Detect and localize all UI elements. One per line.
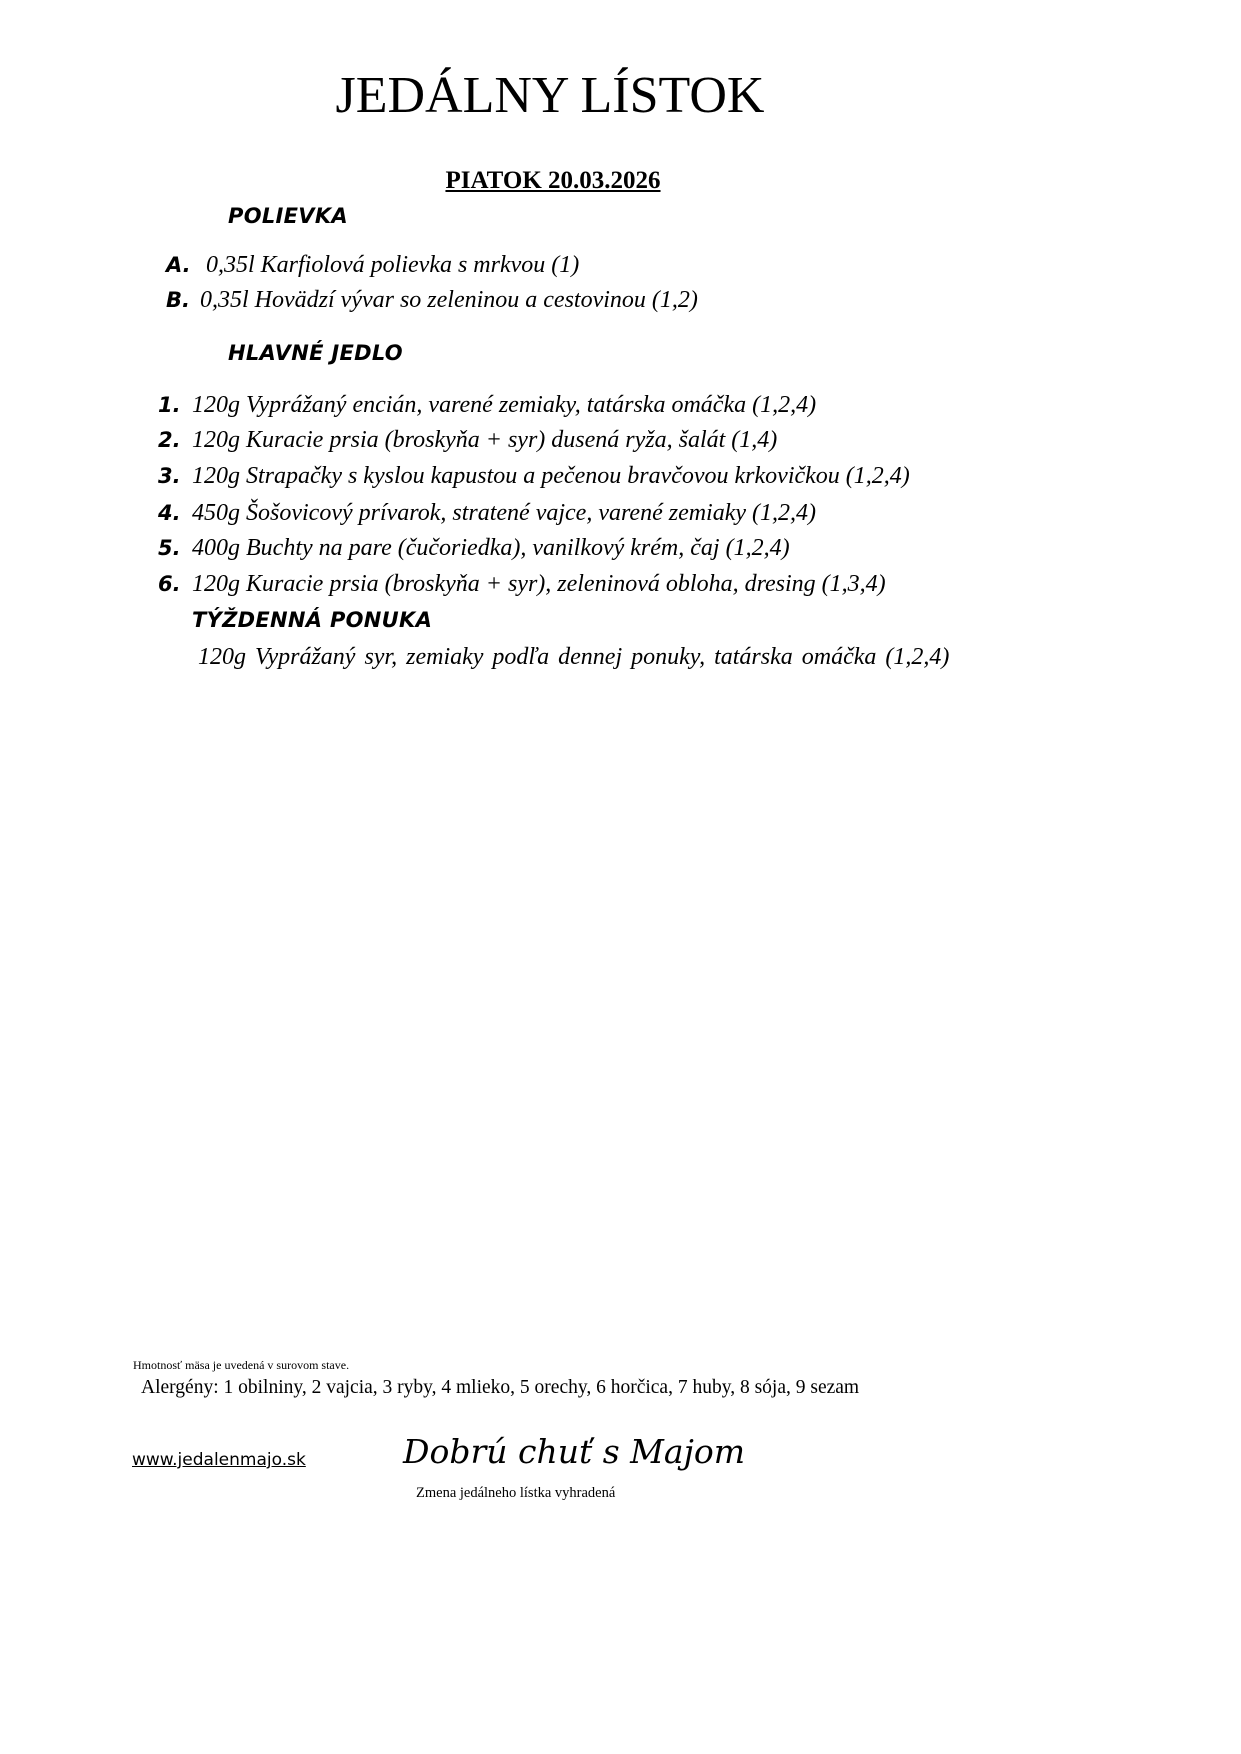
- main-dish-text: 120g Kuracie prsia (broskyňa + syr), zeleninová obloha, dresing (1,3,4): [192, 571, 886, 597]
- main-dish-text: 450g Šošovicový prívarok, stratené vajce, varené zemiaky (1,2,4): [192, 500, 817, 526]
- main-dish-item-1: [158, 390, 816, 423]
- website-link[interactable]: www.jedalenmajo.sk: [132, 1450, 306, 1470]
- soup-item-a: [166, 250, 579, 283]
- main-dish-marker: 4.: [158, 501, 181, 525]
- soup-heading: POLIEVKA: [228, 204, 348, 228]
- weekly-offer-heading: TÝŽDENNÁ PONUKA: [192, 608, 433, 632]
- main-dish-marker: 1.: [158, 393, 181, 417]
- main-dish-marker: 2.: [158, 428, 181, 452]
- main-dish-item-2: [158, 425, 777, 458]
- main-dish-item-3: [158, 461, 910, 494]
- menu-change-note: Zmena jedálneho lístka vyhradená: [416, 1485, 616, 1501]
- signoff-slogan: Dobrú chuť s Majom: [403, 1432, 745, 1471]
- meat-weight-note: Hmotnosť mäsa je uvedená v surovom stave.: [133, 1358, 350, 1372]
- main-dish-item-5: [158, 533, 790, 566]
- main-dish-text: 120g Strapačky s kyslou kapustou a pečenou bravčovou krkovičkou (1,2,4): [192, 463, 910, 489]
- allergens-legend: Alergény: 1 obilniny, 2 vajcia, 3 ryby, 4 mlieko, 5 orechy, 6 horčica, 7 huby, 8 sója, 9 sezam: [141, 1377, 860, 1398]
- main-dish-text: 120g Vyprážaný encián, varené zemiaky, tatárska omáčka (1,2,4): [192, 392, 817, 418]
- weekly-offer-text: 120g Vyprážaný syr, zemiaky podľa dennej ponuky, tatárska omáčka (1,2,4): [198, 644, 950, 670]
- soup-item-text: 0,35l Hovädzí vývar so zeleninou a cestovinou (1,2): [200, 287, 698, 313]
- main-dish-heading: HLAVNÉ JEDLO: [228, 341, 403, 365]
- soup-item-b: [166, 285, 698, 318]
- main-dish-item-6: [158, 569, 886, 602]
- soup-item-text: 0,35l Karfiolová polievka s mrkvou (1): [206, 252, 580, 278]
- main-dish-text: 120g Kuracie prsia (broskyňa + syr) dusená ryža, šalát (1,4): [192, 427, 778, 453]
- main-dish-marker: 5.: [158, 536, 181, 560]
- soup-item-marker: B.: [166, 288, 190, 312]
- page-title: JEDÁLNY LÍSTOK: [335, 67, 765, 124]
- soup-item-marker: A.: [166, 253, 191, 277]
- main-dish-marker: 3.: [158, 464, 181, 488]
- main-dish-text: 400g Buchty na pare (čučoriedka), vanilkový krém, čaj (1,2,4): [192, 535, 790, 561]
- date-line: PIATOK 20.03.2026: [445, 167, 661, 194]
- main-dish-item-4: [158, 498, 816, 531]
- main-dish-marker: 6.: [158, 572, 181, 596]
